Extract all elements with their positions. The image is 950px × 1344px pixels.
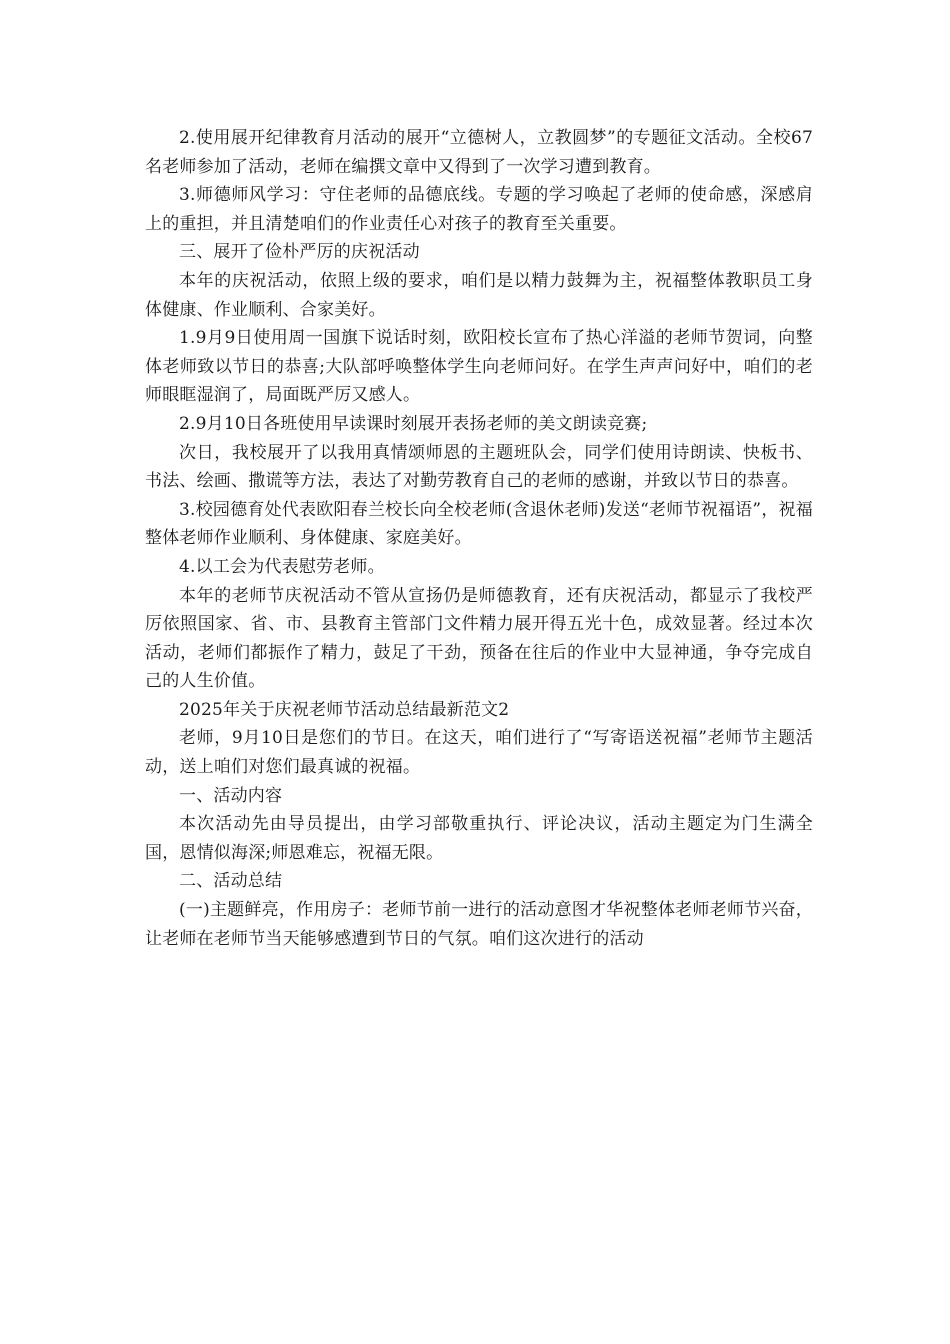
paragraph-class-meeting: 次日，我校展开了以我用真情颂师恩的主题班队会，同学们使用诗朗读、快板书、书法、绘画、撒谎等方法，表达了对勤劳教育自己的老师的感谢，并致以节日的恭喜。 — [145, 442, 813, 492]
paragraph-summary: 本年的老师节庆祝活动不管从宣扬仍是师德教育，还有庆祝活动，都显示了我校严厉依照国家、省、市、县教育主管部门文件精力展开得五光十色，成效显著。经过本次活动，老师们都振作了精力，鼓足了干劲，预备在往后的作业中大显神通，争夺完成自己的人生价值。 — [145, 585, 813, 692]
paragraph-essay-activity: 2.使用展开纪律教育月活动的展开“立德树人，立教圆梦”的专题征文活动。全校67名老师参加了活动，老师在编撰文章中又得到了一次学习遭到教育。 — [145, 128, 813, 177]
document-body — [145, 124, 813, 953]
paragraph-theme: (一)主题鲜亮，作用房子：老师节前一进行的活动意图才华祝整体老师老师节兴奋，让老师在老师节当天能够感遭到节日的气氛。咱们这次进行的活动 — [145, 900, 813, 949]
article-title-2: 2025年关于庆祝老师节活动总结最新范文2 — [179, 699, 510, 720]
section-heading-celebration: 三、展开了俭朴严厉的庆祝活动 — [179, 242, 420, 263]
section-heading-summary: 二、活动总结 — [179, 871, 283, 892]
paragraph-greetings: 3.校园德育处代表欧阳春兰校长向全校老师(含退休老师)发送“老师节祝福语”，祝福整体老师作业顺利、身体健康、家庭美好。 — [145, 499, 813, 549]
paragraph-ethics-study: 3.师德师风学习：守住老师的品德底线。专题的学习唤起了老师的使命感，深感肩上的重担，并且清楚咱们的作业责任心对孩子的教育至关重要。 — [145, 185, 813, 234]
paragraph-union: 4.以工会为代表慰劳老师。 — [179, 556, 385, 577]
paragraph-content: 本次活动先由导员提出，由学习部敬重执行、评论决议，活动主题定为门生满全国，恩情似海深;师恩难忘，祝福无限。 — [145, 814, 813, 863]
section-heading-content: 一、活动内容 — [179, 785, 283, 806]
paragraph-reading-contest: 2.9月10日各班使用早读课时刻展开表扬老师的美文朗读竞赛; — [179, 413, 648, 434]
paragraph-celebration-intro: 本年的庆祝活动，依照上级的要求，咱们是以精力鼓舞为主，祝福整体教职员工身体健康、作业顺利、合家美好。 — [145, 270, 813, 320]
paragraph-flag-speech: 1.9月9日使用周一国旗下说话时刻，欧阳校长宣布了热心洋溢的老师节贺词，向整体老师致以节日的恭喜;大队部呼唤整体学生向老师问好。在学生声声问好中，咱们的老师眼眶湿润了，局面既严厉又感人。 — [145, 328, 813, 406]
paragraph-intro-2: 老师，9月10日是您们的节日。在这天，咱们进行了“写寄语送祝福”老师节主题活动，送上咱们对您们最真诚的祝福。 — [145, 728, 813, 778]
